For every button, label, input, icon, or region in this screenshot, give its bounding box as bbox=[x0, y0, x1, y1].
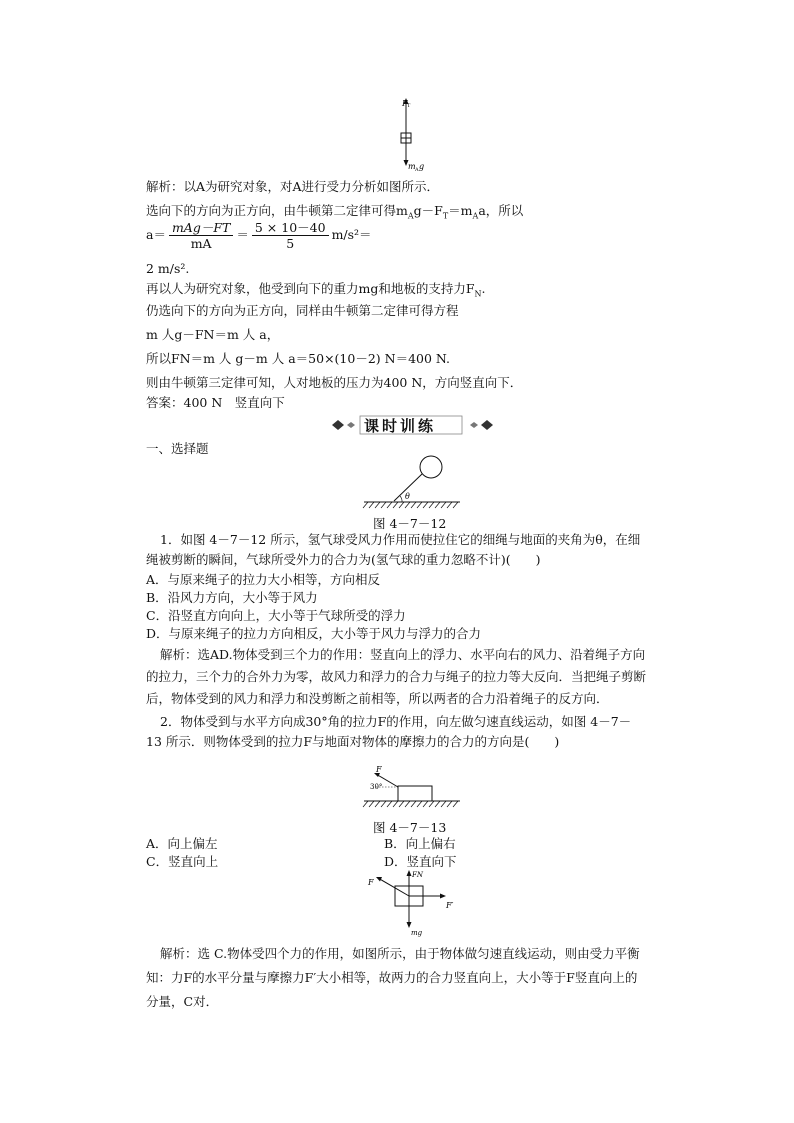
figure-4-7-12 bbox=[362, 452, 462, 510]
analysis-line-7: m 人g－FN＝m 人 a， bbox=[146, 327, 280, 342]
question-1-stem: 1．如图 4－7－12 所示，氢气球受风力作用而使拉住它的细绳与地面的夹角为θ，在细绳被剪断的瞬间，气球所受外力的合力为(氢气球的重力忽略不计)( ) bbox=[146, 532, 641, 567]
figure-4-7-13 bbox=[362, 762, 462, 812]
figure-4-7-12-caption: 图 4－7－12 bbox=[373, 516, 447, 531]
q1-option-c: C．沿竖直方向向上，大小等于气球所受的浮力 bbox=[146, 608, 406, 623]
fig13-f-label: F bbox=[376, 765, 382, 774]
label-ft-sub: T bbox=[407, 103, 411, 109]
analysis-line-4: 2 m/s². bbox=[146, 261, 190, 276]
q2-option-d: D．竖直向下 bbox=[384, 854, 457, 869]
label-ft: F bbox=[402, 99, 408, 108]
top-force-diagram bbox=[390, 92, 440, 172]
q1-option-a: A．与原来绳子的拉力大小相等，方向相反 bbox=[146, 572, 381, 587]
theta-label: θ bbox=[405, 492, 410, 501]
analysis-line-2: 选向下的方向为正方向，由牛顿第二定律可得$m_Ag-F_T=m_Aa$，所以 bbox=[146, 203, 524, 221]
figure-4-7-13-caption: 图 4－7－13 bbox=[373, 820, 447, 835]
q1-option-d: D．与原来绳子的拉力方向相反，大小等于风力与浮力的合力 bbox=[146, 626, 482, 641]
fig13-angle-label: 30° bbox=[370, 783, 383, 791]
q2-free-body-diagram bbox=[362, 868, 462, 938]
q1-option-b: B．沿风力方向，大小等于风力 bbox=[146, 590, 318, 605]
analysis-line-5: 再以人为研究对象，他受到向下的重力mg和地板的支持力$F_N$. bbox=[146, 281, 486, 299]
question-2-stem: 2．物体受到与水平方向成30°角的拉力F的作用，向左做匀速直线运动，如图 4－7－13 所示．则物体受到的拉力F与地面对物体的摩擦力的合力的方向是( ) bbox=[146, 714, 632, 749]
fraction-1: $\frac{\text{mAg－FT}}{mA}$ bbox=[169, 220, 233, 251]
fraction-2: $\frac{5 \times 10-40}{5}$ bbox=[252, 220, 329, 251]
label-mg-sub: A bbox=[415, 167, 419, 172]
fbd-fn-label: FN bbox=[412, 871, 423, 879]
q2-option-b: B．向上偏右 bbox=[384, 836, 456, 851]
q2-option-c: C．竖直向上 bbox=[146, 854, 219, 869]
q2-option-a: A．向上偏左 bbox=[146, 836, 218, 851]
label-mg: m bbox=[408, 162, 416, 171]
fbd-f-label: F bbox=[368, 878, 374, 887]
analysis-line-6: 仍选向下的方向为正方向，同样由牛顿第二定律可得方程 bbox=[146, 303, 459, 318]
analysis-line-1: 解析：以A为研究对象，对A进行受力分析如图所示． bbox=[146, 179, 440, 194]
banner-title: 课时训练 bbox=[364, 417, 437, 435]
section-banner bbox=[330, 414, 495, 436]
question-1-analysis: 解析：选AD.物体受到三个力的作用：竖直向上的浮力、水平向右的风力、沿着绳子方向的拉力，三个力的合外力为零，故风力和浮力的合力与绳子的拉力等大反向．当把绳子剪断后，物体受到的风力和浮力和没剪断之前相等，所以两者的合力沿着绳子的反方向． bbox=[146, 647, 647, 706]
question-2-analysis: 解析：选 C.物体受四个力的作用，如图所示，由于物体做匀速直线运动，则由受力平衡知：力F的水平分量与摩擦力F′大小相等，故两力的合力竖直向上，大小等于F竖直向上的分量，C对． bbox=[146, 946, 640, 1009]
answer-line: 答案：400 N 竖直向下 bbox=[146, 395, 285, 410]
fbd-fprime-label: F′ bbox=[446, 901, 454, 910]
equation-a: a＝ $\frac{\text{mAg－FT}}{mA}$ ＝ $\frac{5 \times 10-40}{5}$ m/s²＝ bbox=[146, 220, 372, 251]
label-mg-g: g bbox=[419, 162, 425, 171]
analysis-line-9: 则由牛顿第三定律可知，人对地板的压力为400 N，方向竖直向下． bbox=[146, 375, 523, 390]
analysis-line-8: 所以FN＝m 人 g－m 人 a＝50×(10－2) N＝400 N. bbox=[146, 351, 451, 366]
section-title: 一、选择题 bbox=[146, 441, 209, 456]
fbd-mg-label: mg bbox=[411, 929, 423, 937]
